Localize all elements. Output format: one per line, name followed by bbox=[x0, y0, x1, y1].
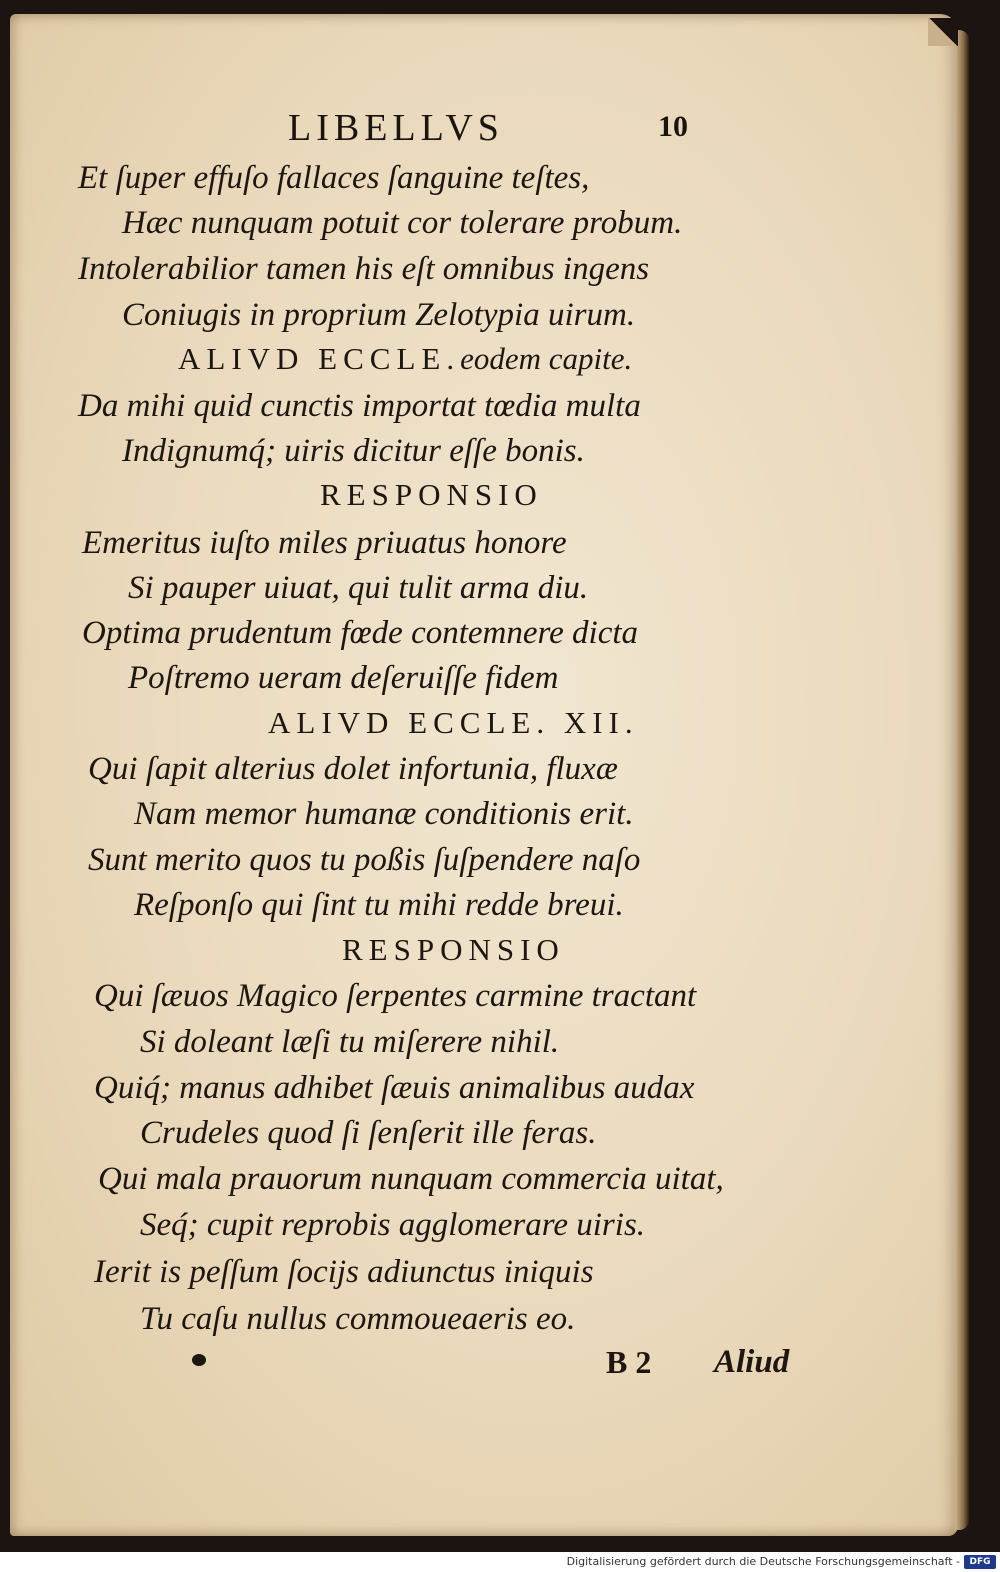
verse-line: Optima prudentum fœde contemnere dicta bbox=[82, 615, 639, 651]
verse-line: Quiq́; manus adhibet ſæuis animalibus audax bbox=[94, 1070, 695, 1106]
verse-line: Intolerabilior tamen his eſt omnibus ingens bbox=[78, 251, 650, 287]
verse-line: Si doleant læſi tu miſerere nihil. bbox=[140, 1024, 560, 1060]
page-edge bbox=[955, 30, 969, 1530]
corner-fold bbox=[928, 18, 958, 46]
verse-line: Da mihi quid cunctis importat tœdia multa bbox=[78, 388, 641, 424]
folio-number: 10 bbox=[658, 110, 688, 143]
verse-line: Qui ſapit alterius dolet infortunia, fluxæ bbox=[88, 751, 618, 787]
verse-line: Ierit is peſſum ſocijs adiunctus iniquis bbox=[94, 1254, 594, 1290]
verse-line: Seq́; cupit reprobis agglomerare uiris. bbox=[140, 1207, 646, 1243]
section-heading-responsio: RESPONSIO bbox=[320, 477, 543, 512]
verse-line: Qui mala prauorum nunquam commercia uitat, bbox=[98, 1161, 724, 1197]
book-page bbox=[10, 14, 958, 1536]
verse-line: Crudeles quod ſi ſenſerit ille feras. bbox=[140, 1115, 597, 1151]
catchword: Aliud bbox=[714, 1344, 790, 1380]
verse-line: Si pauper uiuat, qui tulit arma diu. bbox=[128, 570, 589, 606]
verse-line: Nam memor humanæ conditionis erit. bbox=[134, 796, 634, 832]
verse-line: Emeritus iuſto miles priuatus honore bbox=[82, 525, 567, 561]
verse-line: Hæc nunquam potuit cor tolerare probum. bbox=[122, 205, 683, 241]
verse-line: Sunt merito quos tu poßis ſuſpendere naſo bbox=[88, 842, 641, 878]
dfg-logo: DFG bbox=[964, 1555, 996, 1569]
funding-credit: Digitalisierung gefördert durch die Deutsche Forschungsgemeinschaft - bbox=[566, 1555, 960, 1568]
heading-label: ALIVD ECCLE. bbox=[178, 341, 461, 376]
verse-line: Coniugis in proprium Zelotypia uirum. bbox=[122, 297, 636, 333]
verse-line: Tu caſu nullus commoueaeris eo. bbox=[140, 1301, 576, 1337]
ink-blot bbox=[192, 1354, 206, 1366]
heading-note: eodem capite. bbox=[460, 341, 633, 376]
section-heading-responsio: RESPONSIO bbox=[342, 932, 565, 967]
section-heading-aliud bbox=[178, 341, 632, 377]
verse-line: Reſponſo qui ſint tu mihi redde breui. bbox=[134, 887, 624, 923]
verse-line: Poſtremo ueram deſeruiſſe fidem bbox=[128, 660, 559, 696]
running-head: LIBELLVS bbox=[288, 107, 504, 149]
verse-line: Qui ſæuos Magico ſerpentes carmine tractant bbox=[94, 978, 697, 1014]
section-heading-aliud: ALIVD ECCLE. XII. bbox=[268, 705, 639, 740]
signature-mark: B 2 bbox=[606, 1344, 652, 1380]
footer-bar bbox=[0, 1552, 1000, 1572]
verse-line: Indignumq́; uiris dicitur eſſe bonis. bbox=[122, 433, 585, 469]
verse-line: Et ſuper effuſo fallaces ſanguine teſtes, bbox=[78, 160, 590, 196]
